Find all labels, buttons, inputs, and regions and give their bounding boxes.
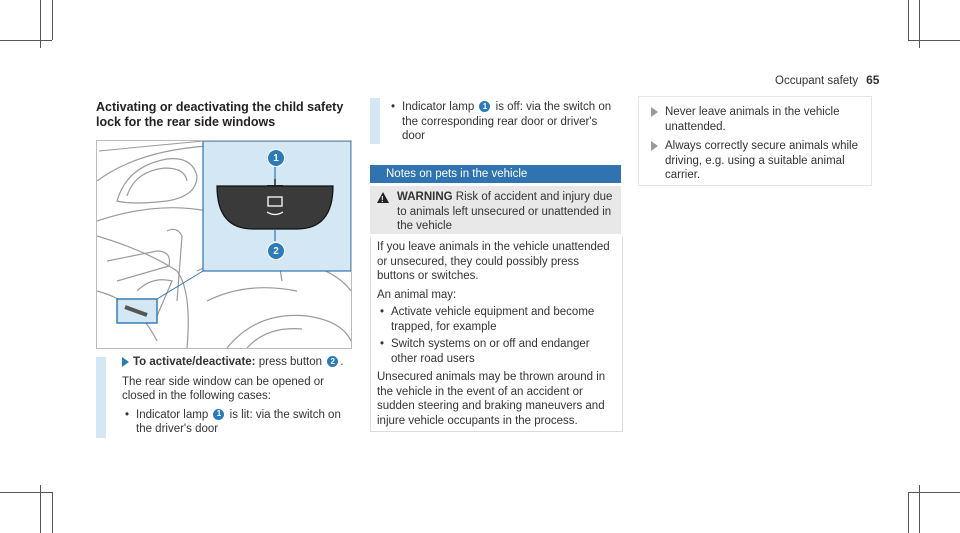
arrow-icon: [651, 141, 658, 151]
list-item: • Switch systems on or off and endanger other road users: [377, 337, 617, 366]
instruction-bar: [96, 357, 106, 438]
callout-2-badge: 2: [267, 242, 285, 260]
pets-paragraph-3: Unsecured animals may be thrown around in the vehicle in the event of an accident or sudden steering and braking maneuvers and injure vehicle occupants in the process.: [377, 371, 606, 427]
lamp-1-badge: 1: [213, 409, 224, 420]
bullet-text: is lit: via the switch on the driver's door: [136, 408, 341, 435]
bullet-lamp-off: [388, 100, 620, 144]
instruction-text: press button: [258, 356, 323, 368]
warning-box: [370, 186, 621, 234]
instruction-text: Always correctly secure animals while driving, e.g. using a suitable animal carrier.: [665, 140, 859, 181]
left-column: [96, 100, 350, 130]
lamp-1-badge: 1: [479, 101, 490, 112]
right-column-box: [638, 96, 872, 186]
instruction-block: To activate/deactivate: press button 2 . The rear side window can be opened or closed in the following cases: • Indicator lamp 1 is lit: via the switch on the driver's door: [122, 355, 354, 437]
page-number: 65: [866, 73, 880, 87]
instruction-text: Never leave animals in the vehicle unattended.: [665, 106, 840, 133]
cases-paragraph: The rear side window can be opened or closed in the following cases:: [122, 375, 325, 402]
notes-title: Notes on pets in the vehicle: [386, 168, 528, 180]
warning-label: WARNING: [397, 191, 453, 203]
door-panel-drawing: [97, 141, 351, 348]
crop-mark: [52, 492, 53, 533]
crop-mark: [52, 0, 53, 40]
callout-1-badge: 1: [267, 149, 285, 167]
continued-bullet: [388, 100, 620, 144]
crop-mark: [908, 492, 960, 493]
instruction-item: [651, 105, 877, 134]
crop-mark: [0, 492, 52, 493]
bullet-text: is off: via the switch on the corresponding rear door or driver's door: [402, 101, 612, 142]
crop-mark: [908, 0, 909, 40]
running-header: [775, 73, 879, 87]
crop-mark: [0, 40, 52, 41]
continuation-bar: [370, 98, 380, 144]
door-illustration: [96, 140, 352, 349]
instruction-item: [651, 139, 877, 183]
pets-paragraph-2: An animal may:: [377, 288, 457, 301]
notes-header: [370, 165, 621, 183]
arrow-icon: [651, 107, 658, 117]
warning-details: [370, 237, 623, 432]
crop-mark: [908, 40, 960, 41]
bullet-text: Indicator lamp: [136, 408, 209, 421]
section-name: Occupant safety: [775, 75, 859, 87]
arrow-icon: [122, 357, 129, 367]
button-2-badge: 2: [327, 356, 338, 367]
list-item: • Activate vehicle equipment and become trapped, for example: [377, 305, 617, 334]
section-title: Activating or deactivating the child safety lock for the rear side windows: [96, 100, 344, 129]
bullet-text: Indicator lamp: [402, 101, 475, 113]
crop-mark: [908, 492, 909, 533]
warning-icon: [377, 192, 389, 203]
instruction-lead: To activate/deactivate:: [133, 356, 256, 368]
warning-text: Risk of accident and injury due to animals left unsecured or unattended in the vehicle: [397, 191, 613, 232]
pets-paragraph-1: If you leave animals in the vehicle unattended or unsecured, they could possibly press buttons or switches.: [377, 241, 610, 282]
bullet-lamp-lit: [122, 408, 354, 437]
